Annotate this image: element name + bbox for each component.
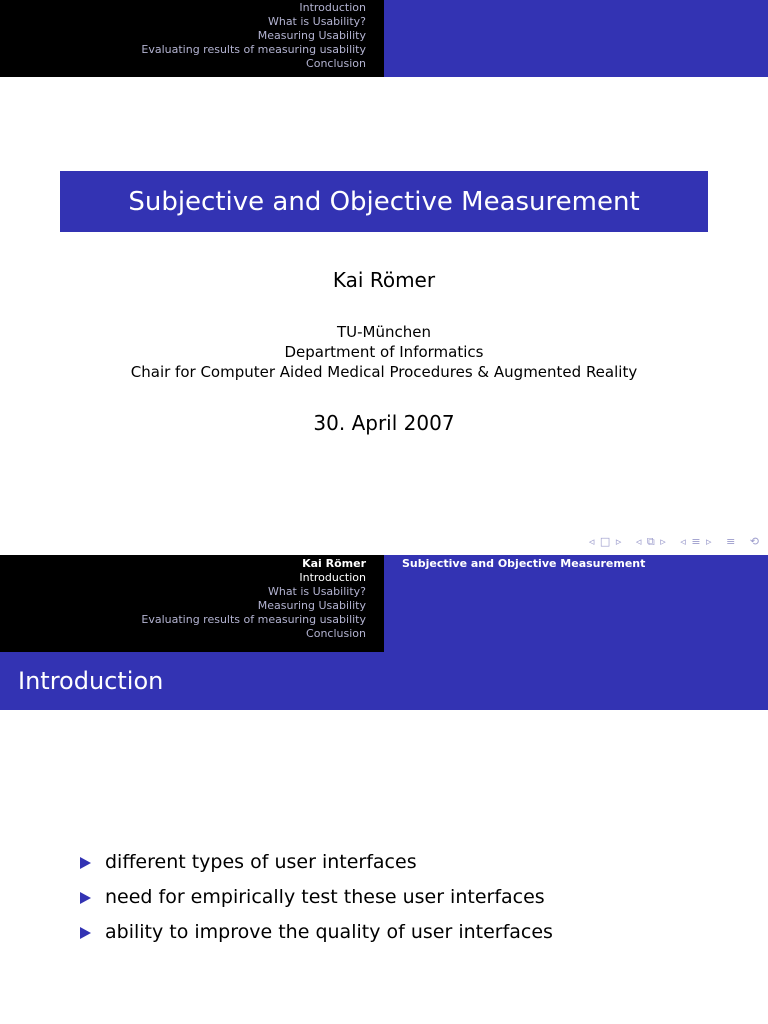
nav-item-measuring-usability[interactable]: Measuring Usability [257, 29, 366, 42]
list-item [80, 845, 553, 880]
nav-item-what-is-usability[interactable]: What is Usability? [267, 15, 366, 28]
bullet-triangle-icon [80, 927, 91, 939]
bullet-text: different types of user interfaces [105, 851, 417, 873]
nav-item-conclusion[interactable]: Conclusion [306, 57, 366, 70]
section-icon[interactable]: ≡ [691, 535, 702, 548]
subsection-prev-icon[interactable]: ◃ [635, 535, 643, 548]
header-accent-panel [384, 555, 768, 652]
subsection-next-icon[interactable]: ▹ [660, 535, 667, 548]
nav-item-evaluating-results[interactable]: Evaluating results of measuring usability [141, 613, 366, 626]
institute-line-2: Department of Informatics [284, 343, 484, 361]
nav-item-evaluating-results[interactable]: Evaluating results of measuring usability [141, 43, 366, 56]
frame-title: Introduction [18, 667, 164, 695]
section-prev-icon[interactable]: ◃ [680, 535, 687, 548]
nav-item-introduction[interactable]: Introduction [299, 1, 366, 14]
author-name: Kai Römer [332, 268, 436, 292]
introduction-slide [0, 555, 768, 1024]
frame-prev-icon[interactable]: ◃ [588, 535, 596, 548]
bullet-triangle-icon [80, 857, 91, 869]
header-navigation-panel [0, 555, 384, 652]
nav-item-what-is-usability[interactable]: What is Usability? [267, 585, 366, 598]
header-title: Subjective and Objective Measurement [402, 557, 646, 570]
nav-item-introduction[interactable]: Introduction [299, 571, 366, 584]
list-item [80, 880, 553, 915]
institute-line-3: Chair for Computer Aided Medical Procedures & Augmented Reality [130, 363, 638, 381]
search-icon[interactable]: ⟲ [749, 535, 760, 548]
header-navigation-panel [0, 0, 384, 77]
bullet-triangle-icon [80, 892, 91, 904]
bullet-list [80, 845, 553, 950]
presentation-title [60, 171, 708, 232]
list-item [80, 915, 553, 950]
section-next-icon[interactable]: ▹ [706, 535, 713, 548]
header-author: Kai Römer [302, 557, 366, 570]
nav-item-conclusion[interactable]: Conclusion [306, 627, 366, 640]
navigation-symbols [589, 535, 760, 549]
title-text: Subjective and Objective Measurement [128, 186, 640, 217]
section-nav [141, 557, 366, 641]
nav-item-measuring-usability[interactable]: Measuring Usability [257, 599, 366, 612]
frame-icon[interactable]: □ [599, 535, 612, 548]
institute-line-1: TU-München [337, 323, 431, 341]
bullet-text: ability to improve the quality of user interfaces [105, 921, 553, 943]
frame-next-icon[interactable]: ▹ [615, 535, 623, 548]
header-accent-panel [384, 0, 768, 77]
frame-title-bar [0, 652, 768, 710]
subsection-icon[interactable]: ⧉ [646, 535, 656, 548]
bullet-text: need for empirically test these user interfaces [105, 886, 545, 908]
appendix-icon[interactable]: ≡ [726, 535, 737, 548]
section-nav [141, 1, 366, 71]
presentation-date: 30. April 2007 [313, 411, 455, 435]
